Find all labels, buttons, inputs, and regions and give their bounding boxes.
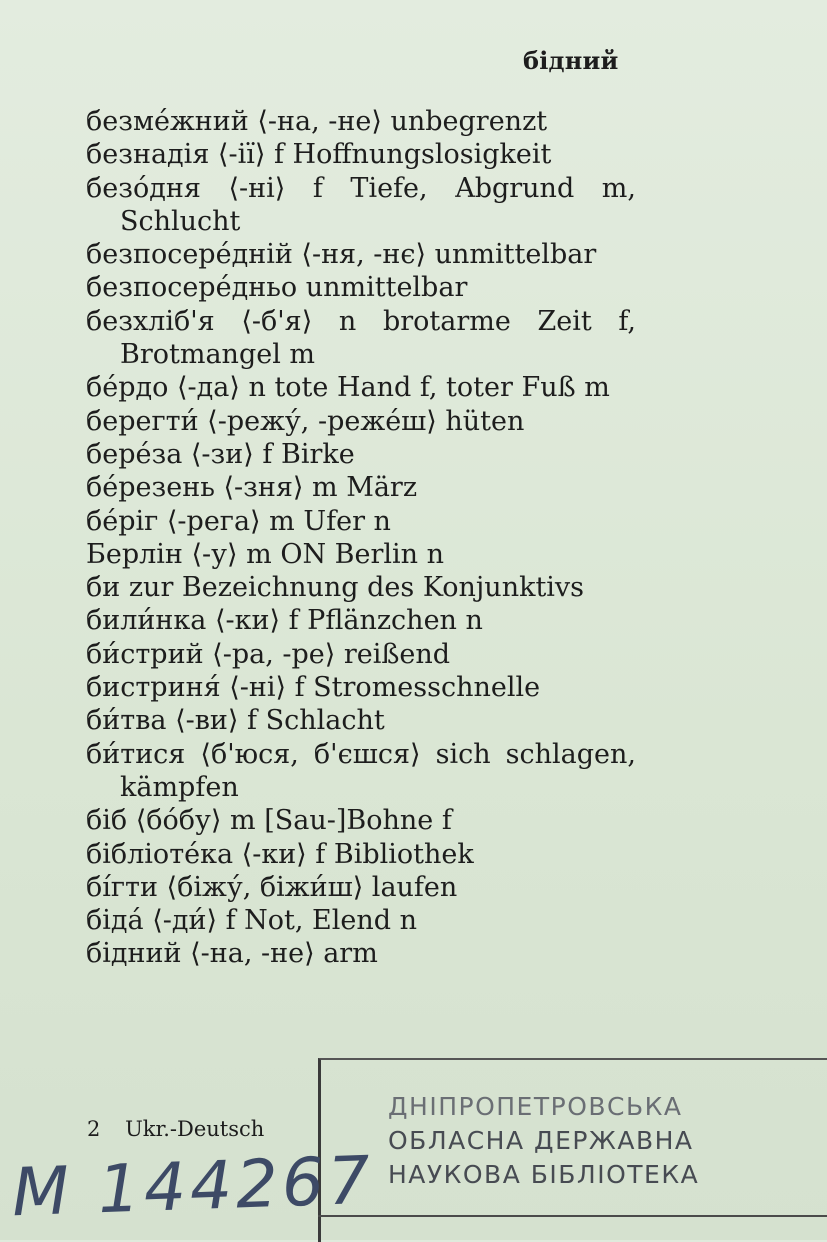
stamp-rule bbox=[318, 1215, 827, 1217]
dictionary-entry: безпосере́дньо unmittelbar bbox=[86, 272, 468, 304]
signature-number: 2 bbox=[87, 1117, 101, 1141]
dictionary-entry: би́тися ⟨б'юся, б'єшся⟩ sich schlagen, kämpfen bbox=[86, 738, 636, 803]
dictionary-entry: Берлін ⟨-у⟩ m ON Berlin n bbox=[86, 538, 445, 570]
dictionary-entry: бідний ⟨-на, -не⟩ arm bbox=[86, 938, 378, 970]
stamp-line-1: ДНІПРОПЕТРОВСЬКА bbox=[388, 1092, 683, 1121]
dictionary-entry: безхліб'я ⟨-б'я⟩ n brotarme Zeit f, Brotmangel m bbox=[86, 305, 636, 371]
dictionary-entry: бе́ріг ⟨-рега⟩ m Ufer n bbox=[86, 505, 391, 537]
dictionary-entry: бистриня́ ⟨-ні⟩ f Stromesschnelle bbox=[86, 672, 541, 704]
dictionary-entry: бібліоте́ка ⟨-ки⟩ f Bibliothek bbox=[86, 838, 474, 870]
dictionary-entry: би́стрий ⟨-ра, -ре⟩ reißend bbox=[86, 638, 451, 670]
stamp-line-3: НАУКОВА БІБЛІОТЕКА bbox=[388, 1160, 700, 1189]
dictionary-entry: біб ⟨бо́бу⟩ m [Sau-]Bohne f bbox=[86, 805, 452, 837]
entry-list bbox=[86, 105, 636, 971]
dictionary-entry: бе́резень ⟨-зня⟩ m März bbox=[86, 472, 418, 504]
dictionary-entry: біда́ ⟨-ди́⟩ f Not, Elend n bbox=[86, 905, 418, 937]
signature-title: Ukr.-Deutsch bbox=[125, 1117, 265, 1141]
dictionary-entry: безо́дня ⟨-ні⟩ f Tiefe, Abgrund m, Schlucht bbox=[86, 172, 636, 237]
running-head: бідний bbox=[523, 46, 619, 75]
dictionary-entry: бе́рдо ⟨-да⟩ n tote Hand f, toter Fuß m bbox=[86, 372, 610, 404]
dictionary-entry: берегти́ ⟨-режу́, -реже́ш⟩ hüten bbox=[86, 405, 525, 437]
dictionary-entry: били́нка ⟨-ки⟩ f Pflänzchen n bbox=[86, 605, 483, 637]
dictionary-entry: бі́гти ⟨біжу́, біжи́ш⟩ laufen bbox=[86, 871, 458, 903]
stamp-line-2: ОБЛАСНА ДЕРЖАВНА bbox=[388, 1126, 694, 1155]
library-stamp bbox=[388, 1090, 808, 1192]
dictionary-entry: безпосере́дній ⟨-ня, -нє⟩ unmittelbar bbox=[86, 239, 597, 271]
dictionary-entry: бере́за ⟨-зи⟩ f Birke bbox=[86, 438, 355, 470]
dictionary-entry: безнадія ⟨-ії⟩ f Hoffnungslosigkeit bbox=[86, 139, 552, 171]
dictionary-entry: безме́жний ⟨-на, -не⟩ unbegrenzt bbox=[86, 106, 548, 137]
dictionary-entry: би zur Bezeichnung des Konjunktivs bbox=[86, 572, 585, 604]
dictionary-entry: би́тва ⟨-ви⟩ f Schlacht bbox=[86, 705, 385, 737]
handwritten-inventory-number: М 144267 bbox=[10, 1141, 376, 1232]
page-footer bbox=[87, 1117, 264, 1141]
